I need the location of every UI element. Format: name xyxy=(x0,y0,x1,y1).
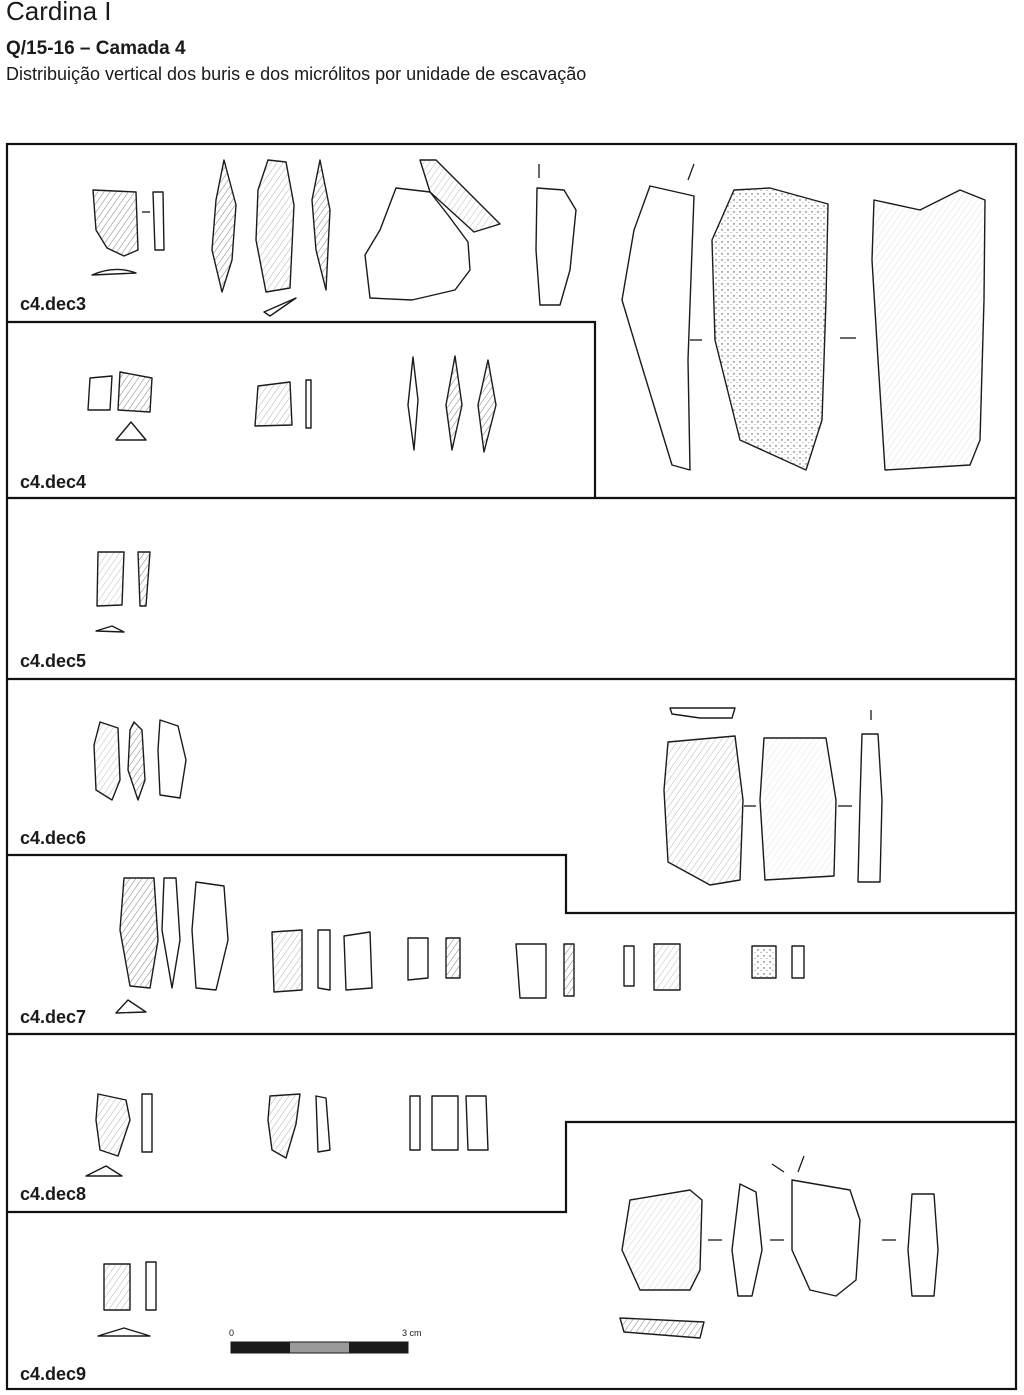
artifact-group-dec9 xyxy=(98,1156,938,1338)
scale-bar xyxy=(229,1328,422,1353)
scale-bar-segment xyxy=(231,1342,290,1353)
scale-bar-segment xyxy=(349,1342,408,1353)
unit-label-dec9: c4.dec9 xyxy=(20,1364,87,1384)
artifact-group-dec6 xyxy=(94,708,882,885)
artifact-drawing xyxy=(536,164,576,305)
unit-label-dec4: c4.dec4 xyxy=(20,472,87,492)
artifact-drawing xyxy=(408,356,496,452)
artifact-drawing xyxy=(92,190,164,275)
layer-title: Q/15-16 – Camada 4 xyxy=(6,38,186,59)
unit-label-dec8: c4.dec8 xyxy=(20,1184,87,1204)
artifact-group-dec5 xyxy=(96,552,150,632)
artifact-drawing xyxy=(88,372,152,440)
site-title: Cardina I xyxy=(6,0,112,26)
figure-caption: Distribuição vertical dos buris e dos micrólitos por unidade de escavação xyxy=(6,64,587,84)
unit-label-dec5: c4.dec5 xyxy=(20,651,87,671)
unit-label-dec6: c4.dec6 xyxy=(20,828,87,848)
unit-label-dec7: c4.dec7 xyxy=(20,1007,87,1027)
unit-label-dec3: c4.dec3 xyxy=(20,294,87,314)
artifact-group-dec4 xyxy=(88,356,496,452)
artifact-drawing xyxy=(255,380,311,428)
artifact-group-dec3 xyxy=(92,160,985,470)
scale-start-label: 0 xyxy=(229,1328,235,1338)
scale-bar-segment xyxy=(290,1342,349,1353)
artifact-drawing xyxy=(212,160,330,316)
artifact-drawing xyxy=(622,164,985,470)
scale-end-label: 3 cm xyxy=(402,1328,422,1338)
artifact-drawing xyxy=(365,160,500,300)
artifact-group-dec7 xyxy=(116,878,804,1013)
artifact-group-dec8 xyxy=(86,1094,488,1176)
